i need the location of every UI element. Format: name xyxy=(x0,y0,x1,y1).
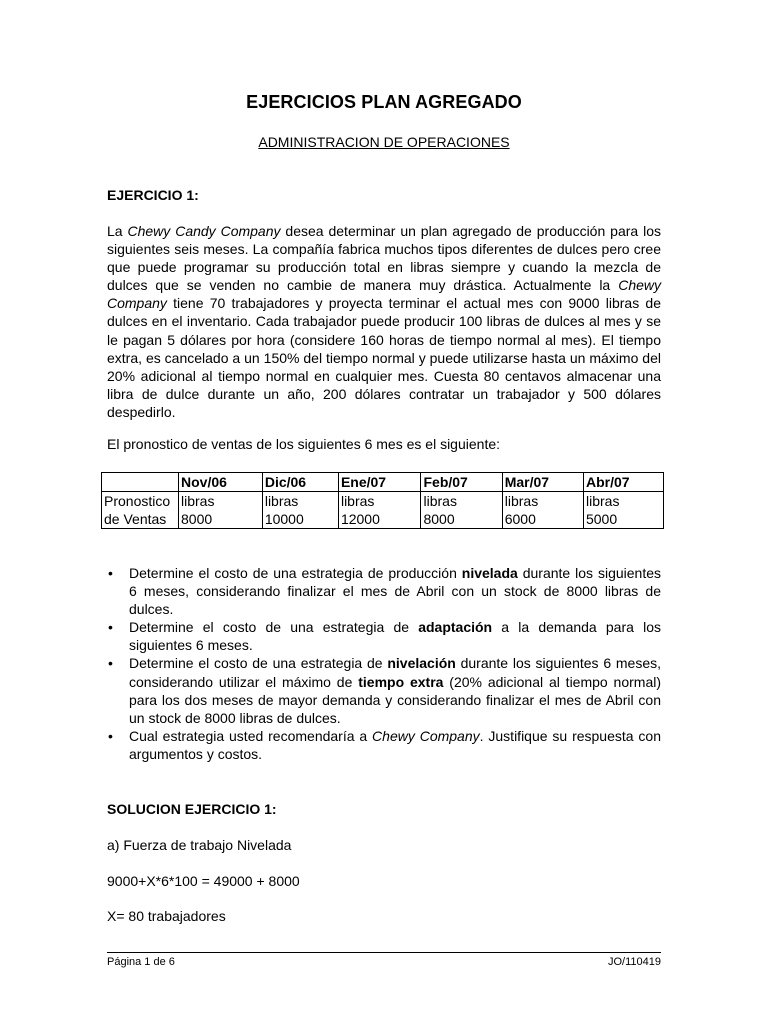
month-header: Nov/06 xyxy=(179,473,263,492)
cell-unit: libras xyxy=(264,493,299,509)
list-item xyxy=(107,564,661,618)
emphasis-text: tiempo extra xyxy=(358,673,444,690)
exercise-1-heading: EJERCICIO 1: xyxy=(107,187,199,203)
cell-value: 6000 xyxy=(504,511,536,527)
bullet-icon: • xyxy=(108,655,113,672)
table-corner-cell xyxy=(102,473,179,492)
statement-text: tiene 70 trabajadores y proyecta terminar el actual mes con 9000 libras de dulces en el inventario. Cada trabajador puede producir 100 libras de dulces al mes y se le pagan 5 dólares por hora (considere 160 horas de tiempo normal al mes). El tiempo extra, es cancelado a un 150% del tiempo normal y puede utilizarse hasta un máximo del 20% adicional al tiempo normal en cualquier mes. Cuesta 80 centavos almacenar una libra de dulce durante un año, 200 dólares contratar un trabajador y 500 dólares despedirlo. xyxy=(107,295,661,420)
statement-text: La xyxy=(107,223,128,239)
cell-unit: libras xyxy=(181,493,215,509)
company-name: Chewy Company xyxy=(372,727,480,744)
list-text: Determine el costo de una estrategia de producción xyxy=(129,565,462,581)
cell-value: 8000 xyxy=(423,511,455,527)
emphasis-text: adaptación xyxy=(418,619,493,636)
statement-text: desea determinar un plan agregado de producción para los siguientes seis meses. La compañía fabrica muchos tipos diferentes de dulces pero cree que puede programar su producción total en libras siempre y cuando la mezcla de dulces que se venden no cambie de manera muy drástica. Actualmente la xyxy=(107,223,661,294)
bullet-icon: • xyxy=(108,727,113,744)
document-page xyxy=(104,0,662,1024)
cell-value: 8000 xyxy=(181,511,213,527)
table-cell xyxy=(421,492,502,529)
list-item xyxy=(107,618,661,654)
emphasis-text: nivelada xyxy=(461,565,518,581)
cell-value: 12000 xyxy=(340,511,380,527)
exercise-1-statement xyxy=(107,222,661,421)
table-cell xyxy=(179,492,263,529)
cell-value: 5000 xyxy=(585,511,618,527)
month-header: Abr/07 xyxy=(583,473,663,492)
document-code: JO/110419 xyxy=(607,956,661,968)
bullet-icon: • xyxy=(108,619,113,636)
cell-value: 10000 xyxy=(264,511,304,527)
list-item xyxy=(107,727,661,763)
table-cell xyxy=(262,492,338,529)
footer-divider xyxy=(107,952,661,953)
cell-unit: libras xyxy=(423,493,457,509)
forecast-intro: El pronostico de ventas de los siguientes 6 mes es el siguiente: xyxy=(107,436,501,452)
solution-result: X= 80 trabajadores xyxy=(107,908,226,924)
solution-1-heading: SOLUCION EJERCICIO 1: xyxy=(107,801,277,817)
list-text: durante los siguientes 6 meses, considerando utilizar el máximo de xyxy=(129,655,662,690)
table-header-row xyxy=(102,473,664,492)
cell-unit: libras xyxy=(340,493,375,509)
list-item xyxy=(107,654,661,726)
cell-unit: libras xyxy=(585,493,620,509)
list-text: durante los siguientes 6 meses, considerando finalizar el mes de Abril con un stock de 8000 libras de dulces. xyxy=(129,565,661,618)
company-name: Chewy Company xyxy=(107,277,661,312)
solution-equation: 9000+X*6*100 = 49000 + 8000 xyxy=(107,873,300,889)
page-number: Página 1 de 6 xyxy=(107,956,175,968)
month-header: Mar/07 xyxy=(502,473,583,492)
row-label-line: Pronostico xyxy=(104,493,171,509)
list-text: . Justifique su respuesta con argumentos y costos. xyxy=(129,727,661,762)
bullet-icon: • xyxy=(108,565,113,581)
table-row xyxy=(102,492,664,529)
cell-unit: libras xyxy=(504,493,539,509)
company-name: Chewy Candy Company xyxy=(127,223,281,239)
list-text: a la demanda para los siguientes 6 meses. xyxy=(129,619,661,654)
month-header: Ene/07 xyxy=(338,473,421,492)
list-text: Determine el costo de una estrategia de xyxy=(129,655,388,672)
list-text: (20% adicional al tiempo normal) para los dos meses de mayor demanda y considerando finalizar el mes de Abril con un stock de 8000 libras de dulces. xyxy=(129,673,662,726)
list-text: Cual estrategia usted recomendaría a xyxy=(129,727,373,744)
document-title: EJERCICIOS PLAN AGREGADO xyxy=(246,92,522,112)
row-label-line: de Ventas xyxy=(104,511,167,527)
table-cell xyxy=(338,492,421,529)
solution-line: a) Fuerza de trabajo Nivelada xyxy=(107,837,292,853)
table-cell xyxy=(583,492,663,529)
row-label xyxy=(102,492,179,529)
sales-forecast-table xyxy=(101,472,664,529)
list-text: Determine el costo de una estrategia de xyxy=(129,619,419,636)
month-header: Feb/07 xyxy=(421,473,502,492)
emphasis-text: nivelación xyxy=(387,655,456,672)
document-subtitle: ADMINISTRACION DE OPERACIONES xyxy=(258,134,510,150)
month-header: Dic/06 xyxy=(262,473,338,492)
question-list xyxy=(107,564,661,763)
table-cell xyxy=(502,492,583,529)
